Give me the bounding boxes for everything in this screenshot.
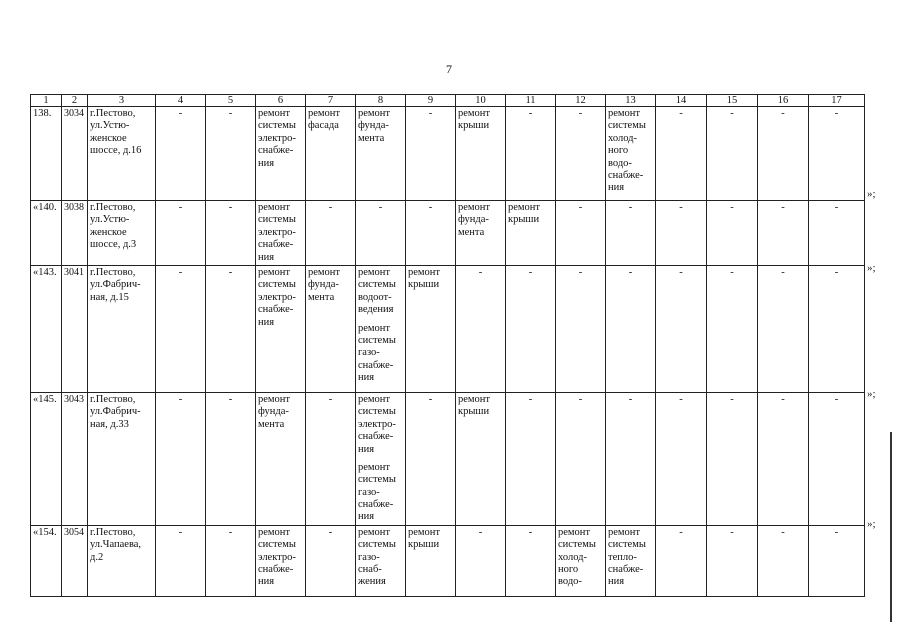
cell-col-11 xyxy=(506,393,556,526)
cell-col-9 xyxy=(406,525,456,596)
column-header-14: 14 xyxy=(656,95,707,107)
cell-col-3: г.Пестово, ул.Устю-женское шоссе, д.3 xyxy=(88,201,156,266)
cell-col-10 xyxy=(456,107,506,201)
work-item: ремонт системы тепло-снабже-ния xyxy=(608,526,646,588)
column-header-6: 6 xyxy=(256,95,306,107)
column-header-17: 17 xyxy=(809,95,865,107)
work-item: - xyxy=(478,267,483,278)
work-item: - xyxy=(378,202,383,213)
cell-col-1: «143. xyxy=(31,266,62,393)
work-item: ремонт системы водоот-ведения xyxy=(358,267,396,316)
cell-col-1: «154. xyxy=(31,525,62,596)
cell-col-10 xyxy=(456,525,506,596)
work-item: - xyxy=(478,526,483,538)
table-row xyxy=(31,107,865,201)
cell-col-17: - xyxy=(809,107,865,201)
work-item: ремонт системы электро-снабже-ния xyxy=(358,394,396,455)
cell-col-8 xyxy=(356,266,406,393)
cell-col-8 xyxy=(356,393,406,526)
cell-col-17: - xyxy=(809,266,865,393)
cell-col-4: - xyxy=(156,201,206,266)
work-item: ремонт системы холод-ного водо- xyxy=(558,526,596,588)
cell-col-16: - xyxy=(758,525,809,596)
work-item: ремонт системы электро-снабже-ния xyxy=(258,267,296,328)
cell-col-9 xyxy=(406,107,456,201)
cell-col-17: - xyxy=(809,201,865,266)
row-closing-mark: »; xyxy=(867,188,876,200)
cell-col-17: - xyxy=(809,525,865,596)
cell-col-5: - xyxy=(206,201,256,266)
cell-col-16: - xyxy=(758,393,809,526)
cell-col-6 xyxy=(256,107,306,201)
cell-col-3: г.Пестово, ул.Фабрич-ная, д.15 xyxy=(88,266,156,393)
column-header-16: 16 xyxy=(758,95,809,107)
work-item: ремонт системы газо-снабже-ния xyxy=(358,461,396,523)
header-row xyxy=(31,95,865,107)
work-item: ремонт фунда-мента xyxy=(308,267,341,303)
cell-col-12 xyxy=(556,525,606,596)
cell-col-2: 3043 xyxy=(62,393,88,526)
cell-col-13 xyxy=(606,393,656,526)
row-closing-mark: »; xyxy=(867,262,876,274)
column-header-2: 2 xyxy=(62,95,88,107)
work-item: ремонт крыши xyxy=(458,394,491,418)
cell-col-17: - xyxy=(809,393,865,526)
cell-col-8 xyxy=(356,201,406,266)
cell-col-1: «145. xyxy=(31,393,62,526)
work-item: - xyxy=(528,526,533,538)
cell-col-16: - xyxy=(758,201,809,266)
work-item: ремонт системы электро-снабже-ния xyxy=(258,108,296,169)
cell-col-13 xyxy=(606,201,656,266)
column-header-15: 15 xyxy=(707,95,758,107)
cell-col-5: - xyxy=(206,393,256,526)
cell-col-2: 3041 xyxy=(62,266,88,393)
cell-col-5: - xyxy=(206,525,256,596)
cell-col-11 xyxy=(506,525,556,596)
works-table xyxy=(30,94,865,597)
work-item: - xyxy=(578,394,583,405)
column-header-5: 5 xyxy=(206,95,256,107)
cell-col-8 xyxy=(356,107,406,201)
work-item: ремонт крыши xyxy=(408,267,441,291)
work-item: - xyxy=(528,267,533,278)
work-item: ремонт фунда-мента xyxy=(458,202,491,238)
work-item: ремонт фунда-мента xyxy=(358,108,391,144)
work-item: - xyxy=(528,394,533,405)
column-header-8: 8 xyxy=(356,95,406,107)
cell-col-2: 3054 xyxy=(62,525,88,596)
cell-col-11 xyxy=(506,107,556,201)
column-header-11: 11 xyxy=(506,95,556,107)
cell-col-4: - xyxy=(156,266,206,393)
margin-line xyxy=(890,432,892,622)
work-item: - xyxy=(578,108,583,119)
cell-col-7 xyxy=(306,266,356,393)
table-row xyxy=(31,525,865,596)
cell-col-4: - xyxy=(156,107,206,201)
cell-col-13 xyxy=(606,266,656,393)
cell-col-15: - xyxy=(707,525,758,596)
work-item: - xyxy=(328,202,333,213)
cell-col-9 xyxy=(406,266,456,393)
row-closing-mark: »; xyxy=(867,518,876,530)
cell-col-15: - xyxy=(707,266,758,393)
cell-col-12 xyxy=(556,266,606,393)
cell-col-15: - xyxy=(707,393,758,526)
cell-col-12 xyxy=(556,393,606,526)
work-item: ремонт системы электро-снабже-ния xyxy=(258,526,296,588)
cell-col-15: - xyxy=(707,107,758,201)
cell-col-7 xyxy=(306,107,356,201)
cell-col-12 xyxy=(556,107,606,201)
work-item: - xyxy=(428,108,433,119)
column-header-12: 12 xyxy=(556,95,606,107)
cell-col-7 xyxy=(306,393,356,526)
column-header-4: 4 xyxy=(156,95,206,107)
cell-col-2: 3038 xyxy=(62,201,88,266)
cell-col-9 xyxy=(406,393,456,526)
table-row xyxy=(31,266,865,393)
work-item: - xyxy=(428,394,433,405)
cell-col-10 xyxy=(456,201,506,266)
page-number: 7 xyxy=(446,62,452,76)
work-item: ремонт системы газо-снаб-жения xyxy=(358,526,396,588)
work-item: ремонт системы электро-снабже-ния xyxy=(258,202,296,263)
cell-col-9 xyxy=(406,201,456,266)
cell-col-3: г.Пестово, ул.Фабрич-ная, д.33 xyxy=(88,393,156,526)
cell-col-16: - xyxy=(758,107,809,201)
work-item: ремонт крыши xyxy=(458,108,491,132)
cell-col-3: г.Пестово, ул.Устю-женское шоссе, д.16 xyxy=(88,107,156,201)
work-item: - xyxy=(628,394,633,405)
work-item: - xyxy=(628,267,633,278)
work-item: - xyxy=(328,394,333,405)
cell-col-11 xyxy=(506,266,556,393)
cell-col-6 xyxy=(256,201,306,266)
cell-col-10 xyxy=(456,393,506,526)
table-row xyxy=(31,393,865,526)
row-closing-mark: »; xyxy=(867,388,876,400)
column-header-13: 13 xyxy=(606,95,656,107)
cell-col-16: - xyxy=(758,266,809,393)
cell-col-1: «140. xyxy=(31,201,62,266)
cell-col-3: г.Пестово, ул.Чапаева, д.2 xyxy=(88,525,156,596)
cell-col-1: 138. xyxy=(31,107,62,201)
cell-col-5: - xyxy=(206,107,256,201)
cell-col-6 xyxy=(256,525,306,596)
column-header-1: 1 xyxy=(31,95,62,107)
column-header-10: 10 xyxy=(456,95,506,107)
cell-col-6 xyxy=(256,266,306,393)
cell-col-13 xyxy=(606,525,656,596)
work-item: - xyxy=(328,526,333,538)
cell-col-2: 3034 xyxy=(62,107,88,201)
cell-col-12 xyxy=(556,201,606,266)
column-header-7: 7 xyxy=(306,95,356,107)
column-header-3: 3 xyxy=(88,95,156,107)
cell-col-13 xyxy=(606,107,656,201)
cell-col-15: - xyxy=(707,201,758,266)
work-item: - xyxy=(628,202,633,213)
cell-col-14: - xyxy=(656,201,707,266)
cell-col-4: - xyxy=(156,393,206,526)
work-item: - xyxy=(578,202,583,213)
work-item: ремонт фунда-мента xyxy=(258,394,291,430)
cell-col-4: - xyxy=(156,525,206,596)
work-item: - xyxy=(528,108,533,119)
cell-col-14: - xyxy=(656,525,707,596)
work-item: ремонт крыши xyxy=(408,526,441,551)
cell-col-11 xyxy=(506,201,556,266)
cell-col-14: - xyxy=(656,107,707,201)
work-item: ремонт системы газо-снабже-ния xyxy=(358,322,396,383)
table-row xyxy=(31,201,865,266)
cell-col-7 xyxy=(306,525,356,596)
work-item: ремонт крыши xyxy=(508,202,541,226)
work-item: ремонт фасада xyxy=(308,108,341,132)
cell-col-14: - xyxy=(656,266,707,393)
cell-col-6 xyxy=(256,393,306,526)
cell-col-10 xyxy=(456,266,506,393)
column-header-9: 9 xyxy=(406,95,456,107)
cell-col-8 xyxy=(356,525,406,596)
work-item: - xyxy=(428,202,433,213)
work-item: ремонт системы холод-ного водо-снабже-ния xyxy=(608,108,646,194)
cell-col-7 xyxy=(306,201,356,266)
work-item: - xyxy=(578,267,583,278)
cell-col-5: - xyxy=(206,266,256,393)
cell-col-14: - xyxy=(656,393,707,526)
